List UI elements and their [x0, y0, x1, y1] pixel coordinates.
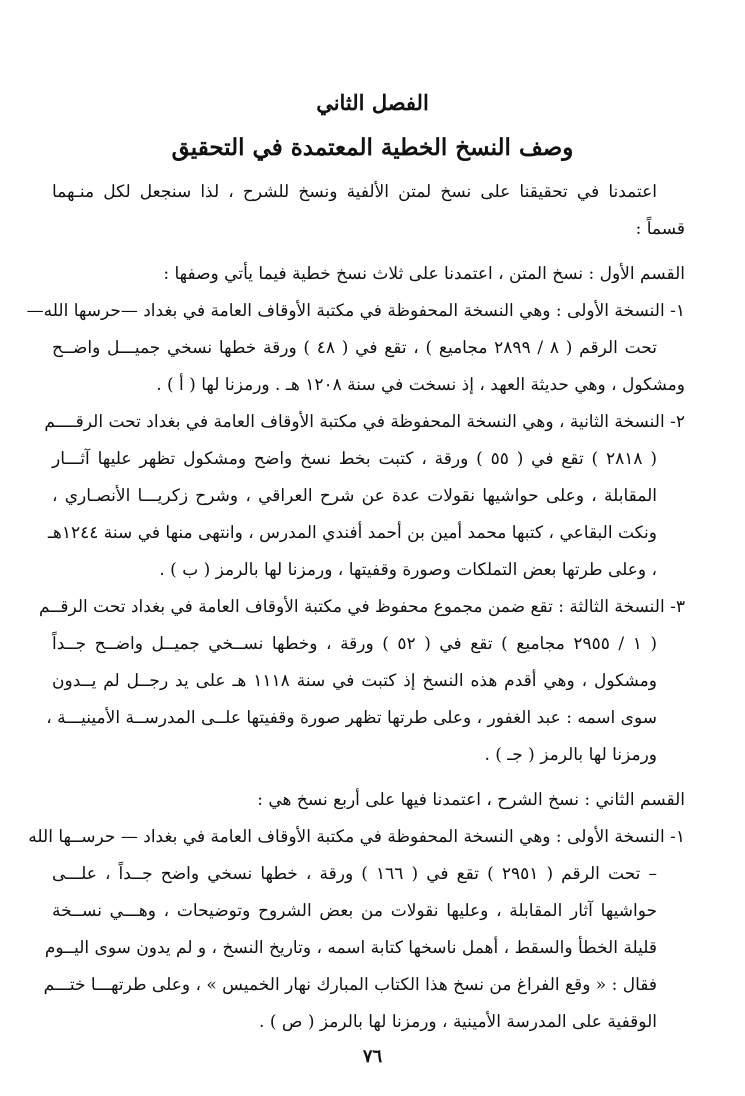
text-line: – تحت الرقم ( ٢٩٥١ ) تقع في ( ١٦٦ ) ورقة ، خطها نسخي واضح جــداً ، علـــى: [52, 864, 657, 884]
paragraph-gap: [52, 774, 685, 782]
body-text: [26, 174, 685, 1041]
text-line: ٣- النسخة الثالثة : تقع ضمن مجموع محفوظ في مكتبة الأوقاف العامة في بغداد تحت الرقــم: [39, 597, 685, 617]
chapter-title: الفصل الثاني: [316, 90, 429, 115]
text-line: فقال : « وقع الفراغ من نسخ هذا الكتاب المبارك نهار الخميس » ، وعلى طرتهـــا ختـــم: [43, 975, 657, 995]
text-line: ونكت البقاعي ، كتبها محمد أمين بن أحمد أفندي المدرس ، وانتهى منها في سنة ١٢٤٤هـ: [47, 523, 657, 543]
text-line: ١- النسخة الأولى : وهي النسخة المحفوظة في مكتبة الأوقاف العامة في بغداد — حرســها الله: [28, 827, 685, 847]
text-line: ( ١ / ٢٩٥٥ مجاميع ) تقع في ( ٥٢ ) ورقة ، وخطها نســخي جميــل واضــح جــداً: [52, 634, 657, 654]
text-line: القسم الثاني : نسخ الشرح ، اعتمدنا فيها على أربع نسخ هي :: [257, 790, 685, 810]
text-line: ٢- النسخة الثانية ، وهي النسخة المحفوظة في مكتبة الأوقاف العامة في بغداد تحت الرقــــم: [44, 412, 685, 432]
text-line: ورمزنا لها بالرمز ( جـ ) .: [484, 745, 657, 765]
text-line: ، وعلى طرتها بعض التملكات وصورة وقفيتها ، ورمزنا لها بالرمز ( ب ) .: [159, 560, 657, 580]
text-line: المقابلة ، وعلى حواشيها نقولات عدة عن شرح العراقي ، وشرح زكريـــا الأنصـاري ،: [52, 486, 657, 506]
chapter-subtitle: وصف النسخ الخطية المعتمدة في التحقيق: [171, 134, 574, 161]
text-line: اعتمدنا في تحقيقنا على نسخ لمتن الألفية ونسخ للشرح ، لذا سنجعل لكل منـهما: [52, 182, 657, 202]
text-line: ومشكول ، وهي حديثة العهد ، إذ نسخت في سنة ١٢٠٨ هـ . ورمزنا لها ( أ ) .: [156, 375, 685, 395]
text-line: قليلة الخطأ والسقط ، أهمل ناسخها كتابة اسمه ، وتاريخ النسخ ، و لم يدون سوى اليــوم: [44, 938, 657, 958]
text-line: ومشكول ، وهي أقدم هذه النسخ إذ كتبت في سنة ١١١٨ هـ على يد رجــل لم يــدون: [52, 671, 657, 691]
text-line: القسم الأول : نسخ المتن ، اعتمدنا على ثلاث نسخ خطية فيما يأتي وصفها :: [163, 264, 685, 284]
page-number: ٧٦: [362, 1046, 383, 1067]
text-line: حواشيها آثار المقابلة ، وعليها نقولات من بعض الشروح وتوضيحات ، وهـــي نســخة: [52, 901, 657, 921]
text-line: ١- النسخة الأولى : وهي النسخة المحفوظة في مكتبة الأوقاف العامة في بغداد —حرسها الله—: [26, 301, 685, 321]
text-line: سوى اسمه : عبد الغفور ، وعلى طرتها تظهر صورة وقفيتها علــى المدرســة الأمينيـــة ،: [46, 708, 657, 728]
text-line: الوقفية على المدرسة الأمينية ، ورمزنا لها بالرمز ( ص ) .: [259, 1012, 657, 1032]
text-line: تحت الرقم ( ٨ / ٢٨٩٩ مجاميع ) ، تقع في ( ٤٨ ) ورقة خطها نسخي جميـــل واضــح: [52, 338, 658, 358]
text-line: قسماً :: [635, 219, 685, 239]
paragraph-gap: [52, 248, 685, 256]
text-line: ( ٢٨١٨ ) تقع في ( ٥٥ ) ورقة ، كتبت بخط نسخ واضح ومشكول تظهر عليها آثـــار: [52, 449, 657, 469]
